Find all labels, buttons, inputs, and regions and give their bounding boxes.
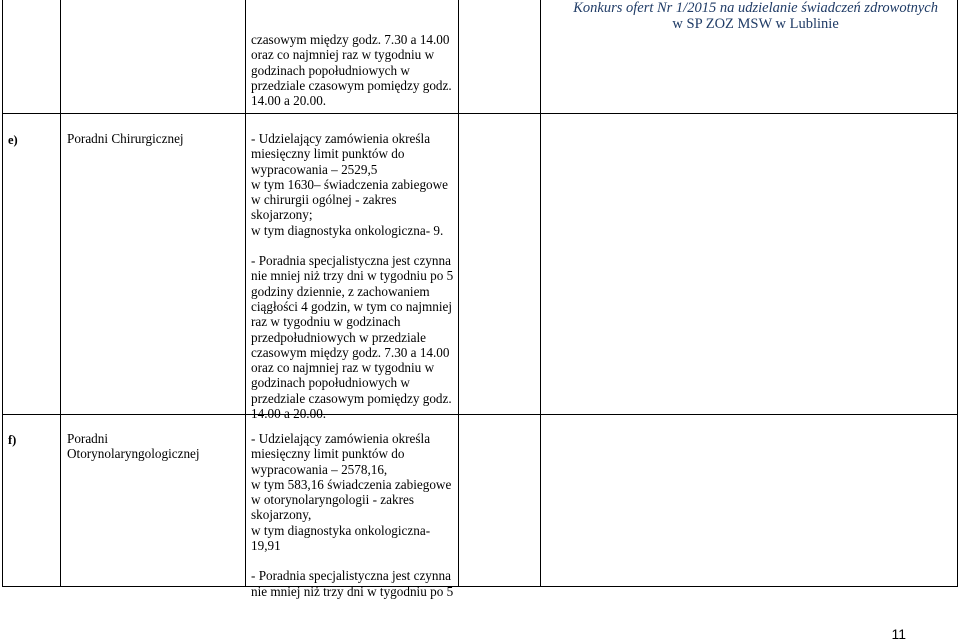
text-line: miesięczny limit punktów do	[251, 146, 405, 162]
text-line: wypracowania – 2578,16,	[251, 461, 388, 477]
text-line: wypracowania – 2529,5	[251, 161, 378, 177]
text-line: przedpołudniowych w przedziale	[251, 329, 427, 345]
text-line: 19,91	[251, 538, 281, 554]
text-line: nie mniej niż trzy dni w tygodniu po 5	[251, 583, 454, 599]
text-line: oraz co najmniej raz w tygodniu w	[251, 360, 435, 376]
table-column-divider-1	[60, 0, 61, 587]
text-line: godziny dziennie, z zachowaniem	[251, 283, 430, 299]
row-f-label: f)	[8, 433, 17, 447]
row-e-clinic-name: Poradni Chirurgicznej	[67, 131, 184, 146]
text-line: - Udzielający zamówienia określa	[251, 131, 431, 146]
row-f-clinic-name	[67, 431, 200, 462]
text-line: - Poradnia specjalistyczna jest czynna	[251, 568, 451, 584]
table-column-divider-2	[245, 0, 246, 587]
text-line: godzinach popołudniowych w	[251, 375, 410, 391]
table-border-right	[957, 0, 958, 587]
text-line: przedziale czasowym pomiędzy godz.	[251, 390, 452, 406]
document-header	[573, 0, 938, 32]
row-f-description	[251, 431, 453, 599]
text-line: w tym 1630– świadczenia zabiegowe	[251, 176, 449, 192]
text-line: 14.00 a 20.00.	[251, 93, 327, 109]
text-line: w tym diagnostyka onkologiczna- 9.	[251, 222, 444, 238]
text-line: godzinach popołudniowych w	[251, 62, 410, 78]
text-line: w tym diagnostyka onkologiczna-	[251, 522, 431, 538]
text-line: czasowym między godz. 7.30 a 14.00	[251, 344, 450, 360]
text-line: skojarzony,	[251, 507, 312, 523]
text-line: w otorynolaryngologii - zakres	[251, 492, 414, 508]
text-line: ciągłości 4 godzin, w tym co najmniej	[251, 298, 453, 314]
text-line: skojarzony;	[251, 207, 313, 223]
row-divider-middle	[2, 414, 958, 415]
table-column-divider-4	[540, 0, 541, 587]
row-divider-top	[2, 113, 958, 114]
text-line: przedziale czasowym pomiędzy godz.	[251, 77, 452, 93]
row-f-clinic-name-line2: Otorynolaryngologicznej	[67, 446, 200, 462]
text-line: - Poradnia specjalistyczna jest czynna	[251, 253, 451, 269]
row-e-description	[251, 131, 453, 421]
header-subtitle: w SP ZOZ MSW w Lublinie	[672, 16, 839, 32]
text-line: miesięczny limit punktów do	[251, 446, 405, 462]
table-border-left	[2, 0, 3, 587]
text-line: - Udzielający zamówienia określa	[251, 431, 431, 446]
text-line: 14.00 a 20.00.	[251, 406, 327, 422]
row-e-label: e)	[8, 133, 18, 147]
table-border-bottom	[2, 586, 958, 587]
text-line: nie mniej niż trzy dni w tygodniu po 5	[251, 268, 454, 284]
text-line: raz w tygodniu w godzinach	[251, 314, 401, 330]
page-number: 11	[891, 626, 906, 642]
table-column-divider-3	[458, 0, 459, 587]
row-f-clinic-name-line1: Poradni	[67, 431, 109, 446]
header-title: Konkurs ofert Nr 1/2015 na udzielanie świadczeń zdrowotnych	[573, 0, 938, 16]
text-line: oraz co najmniej raz w tygodniu w	[251, 47, 435, 63]
row-top-description	[251, 32, 452, 108]
text-line: czasowym między godz. 7.30 a 14.00	[251, 32, 450, 47]
text-line: w tym 583,16 świadczenia zabiegowe	[251, 476, 452, 492]
text-line: w chirurgii ogólnej - zakres	[251, 192, 397, 208]
